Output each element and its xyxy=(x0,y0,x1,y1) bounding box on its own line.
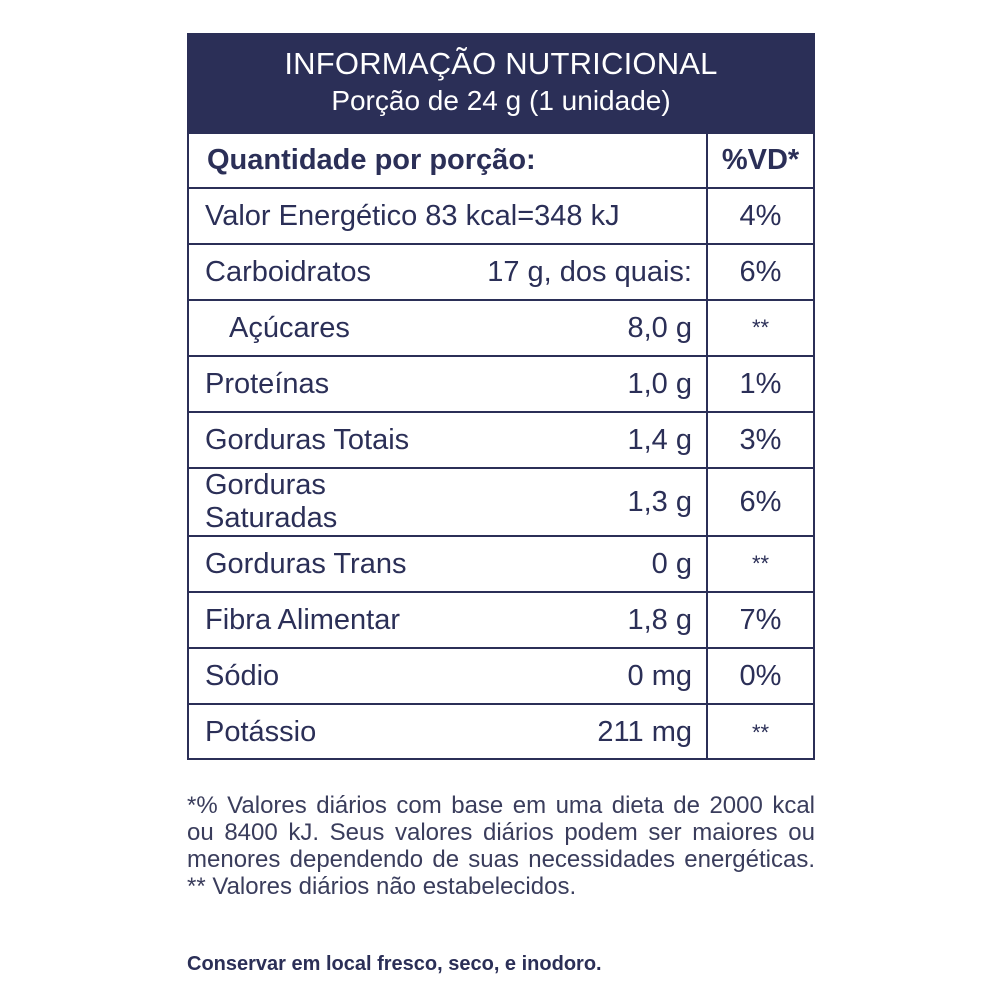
serving-size: Porção de 24 g (1 unidade) xyxy=(331,85,671,116)
nutrient-name: Gorduras Trans xyxy=(189,536,448,592)
nutrition-table xyxy=(189,132,813,760)
table-row-total-fat xyxy=(189,412,813,468)
nutrient-vd: 3% xyxy=(707,412,813,468)
nutrient-vd: 4% xyxy=(707,188,813,244)
nutrient-vd: 0% xyxy=(707,648,813,704)
table-row-saturated-fat xyxy=(189,468,813,536)
table-row-potassium xyxy=(189,704,813,760)
nutrient-amount: 0 g xyxy=(448,536,707,592)
daily-value-footnote: *% Valores diários com base em uma dieta de 2000 kcal ou 8400 kJ. Seus valores diários podem ser maiores ou menores dependendo de suas necessidades energéticas. ** Valores diários não estabelecidos. xyxy=(187,792,815,900)
nutrient-vd: 6% xyxy=(707,244,813,300)
nutrient-amount: 8,0 g xyxy=(448,300,707,356)
nutrient-amount: 211 mg xyxy=(448,704,707,760)
vd-header: %VD* xyxy=(707,133,813,188)
storage-note: Conservar em local fresco, seco, e inodoro. xyxy=(187,953,602,975)
nutrient-amount: 1,3 g xyxy=(448,468,707,536)
nutrition-facts-panel xyxy=(187,33,815,760)
nutrient-name: Valor Energético 83 kcal=348 kJ xyxy=(189,188,707,244)
nutrition-title: INFORMAÇÃO NUTRICIONAL xyxy=(284,46,718,81)
nutrient-name: Fibra Alimentar xyxy=(189,592,448,648)
table-row-carbs xyxy=(189,244,813,300)
nutrient-vd: ** xyxy=(707,704,813,760)
nutrient-name: Açúcares xyxy=(189,300,448,356)
nutrient-vd: 1% xyxy=(707,356,813,412)
quantity-header: Quantidade por porção: xyxy=(189,133,707,188)
nutrition-header xyxy=(189,35,813,132)
table-row-sugars xyxy=(189,300,813,356)
nutrient-amount: 1,4 g xyxy=(448,412,707,468)
table-row-energy xyxy=(189,188,813,244)
nutrient-name: Carboidratos xyxy=(189,244,448,300)
nutrient-amount: 1,8 g xyxy=(448,592,707,648)
nutrient-name: Potássio xyxy=(189,704,448,760)
table-row-trans-fat xyxy=(189,536,813,592)
table-row-sodium xyxy=(189,648,813,704)
table-header-row xyxy=(189,133,813,188)
nutrient-name: Sódio xyxy=(189,648,448,704)
table-row-protein xyxy=(189,356,813,412)
nutrient-vd: 6% xyxy=(707,468,813,536)
nutrient-amount: 17 g, dos quais: xyxy=(448,244,707,300)
nutrient-name: Gorduras Saturadas xyxy=(189,468,448,536)
table-row-fiber xyxy=(189,592,813,648)
nutrient-vd: ** xyxy=(707,300,813,356)
nutrient-name: Gorduras Totais xyxy=(189,412,448,468)
nutrient-amount: 0 mg xyxy=(448,648,707,704)
nutrient-vd: 7% xyxy=(707,592,813,648)
nutrient-name: Proteínas xyxy=(189,356,448,412)
nutrient-vd: ** xyxy=(707,536,813,592)
nutrient-amount: 1,0 g xyxy=(448,356,707,412)
